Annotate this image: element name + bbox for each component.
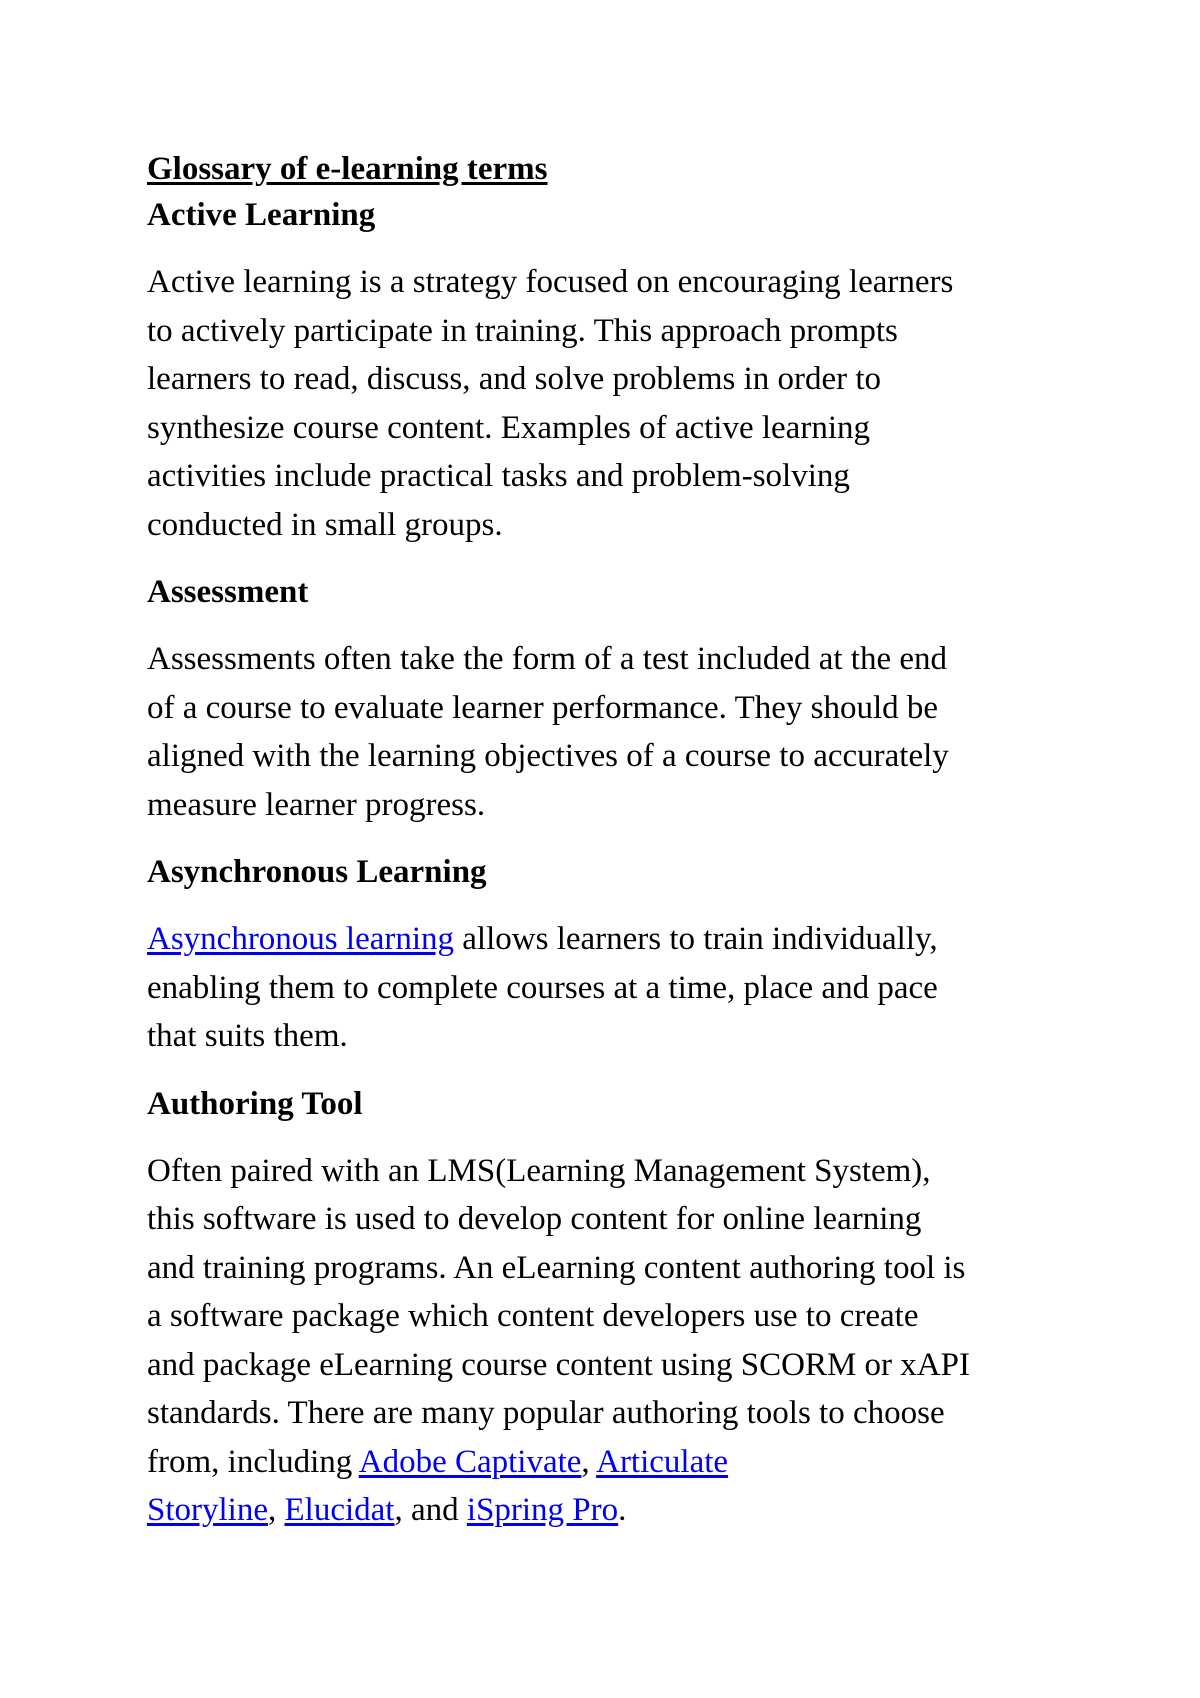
- text-line: enabling them to complete courses at a time, place and pace: [147, 969, 938, 1006]
- text-line: Assessments often take the form of a test included at the end: [147, 641, 948, 677]
- text-line: and package eLearning course content using SCORM or xAPI: [147, 1346, 970, 1383]
- definition-authoring-tool: [147, 1147, 1077, 1535]
- link-articulate-storyline[interactable]: Storyline: [147, 1492, 268, 1528]
- text-line: measure learner progress.: [147, 786, 486, 823]
- term-active-learning: Active Learning: [147, 197, 376, 233]
- text-segment: allows learners to train individually,: [454, 921, 938, 957]
- term-assessment: Assessment: [147, 574, 309, 610]
- term-authoring-tool: Authoring Tool: [147, 1085, 363, 1122]
- text-segment: , and: [394, 1492, 467, 1528]
- text-line: and training programs. An eLearning content authoring tool is: [147, 1249, 966, 1286]
- text-line: a software package which content developers use to create: [147, 1298, 919, 1334]
- document-page: [147, 146, 1077, 1555]
- text-line: learners to read, discuss, and solve problems in order to: [147, 361, 882, 397]
- definition-assessment: [147, 635, 1077, 829]
- text-segment: ,: [581, 1443, 597, 1480]
- text-segment: from, including: [147, 1443, 359, 1480]
- text-line: that suits them.: [147, 1018, 348, 1054]
- term-asynchronous-learning: Asynchronous Learning: [147, 854, 487, 890]
- text-line: activities include practical tasks and problem-solving: [147, 458, 850, 494]
- document-title: Glossary of e-learning terms: [147, 151, 548, 187]
- text-line: Active learning is a strategy focused on encouraging learners: [147, 264, 954, 300]
- text-line: this software is used to develop content for online learning: [147, 1201, 922, 1237]
- text-line: synthesize course content. Examples of active learning: [147, 409, 870, 446]
- text-line: of a course to evaluate learner performance. They should be: [147, 689, 939, 726]
- text-line: [147, 915, 1077, 964]
- text-segment: .: [618, 1492, 627, 1528]
- text-line: conducted in small groups.: [147, 506, 503, 543]
- definition-active-learning: [147, 258, 1077, 549]
- definition-asynchronous-learning: [147, 915, 1077, 1061]
- link-ispring-pro[interactable]: iSpring Pro: [466, 1492, 619, 1528]
- link-asynchronous-learning[interactable]: Asynchronous learning: [147, 921, 455, 957]
- text-line: to actively participate in training. This approach prompts: [147, 312, 898, 349]
- link-articulate-storyline[interactable]: Articulate: [596, 1443, 729, 1480]
- text-line: [147, 1438, 1077, 1487]
- link-adobe-captivate[interactable]: Adobe Captivate: [358, 1443, 582, 1480]
- text-segment: ,: [268, 1492, 285, 1528]
- text-line: standards. There are many popular authoring tools to choose: [147, 1395, 945, 1431]
- text-line: Often paired with an LMS(Learning Management System),: [147, 1152, 931, 1189]
- text-line: aligned with the learning objectives of a course to accurately: [147, 738, 949, 774]
- text-line: [147, 1486, 1077, 1535]
- link-elucidat[interactable]: Elucidat: [284, 1492, 395, 1528]
